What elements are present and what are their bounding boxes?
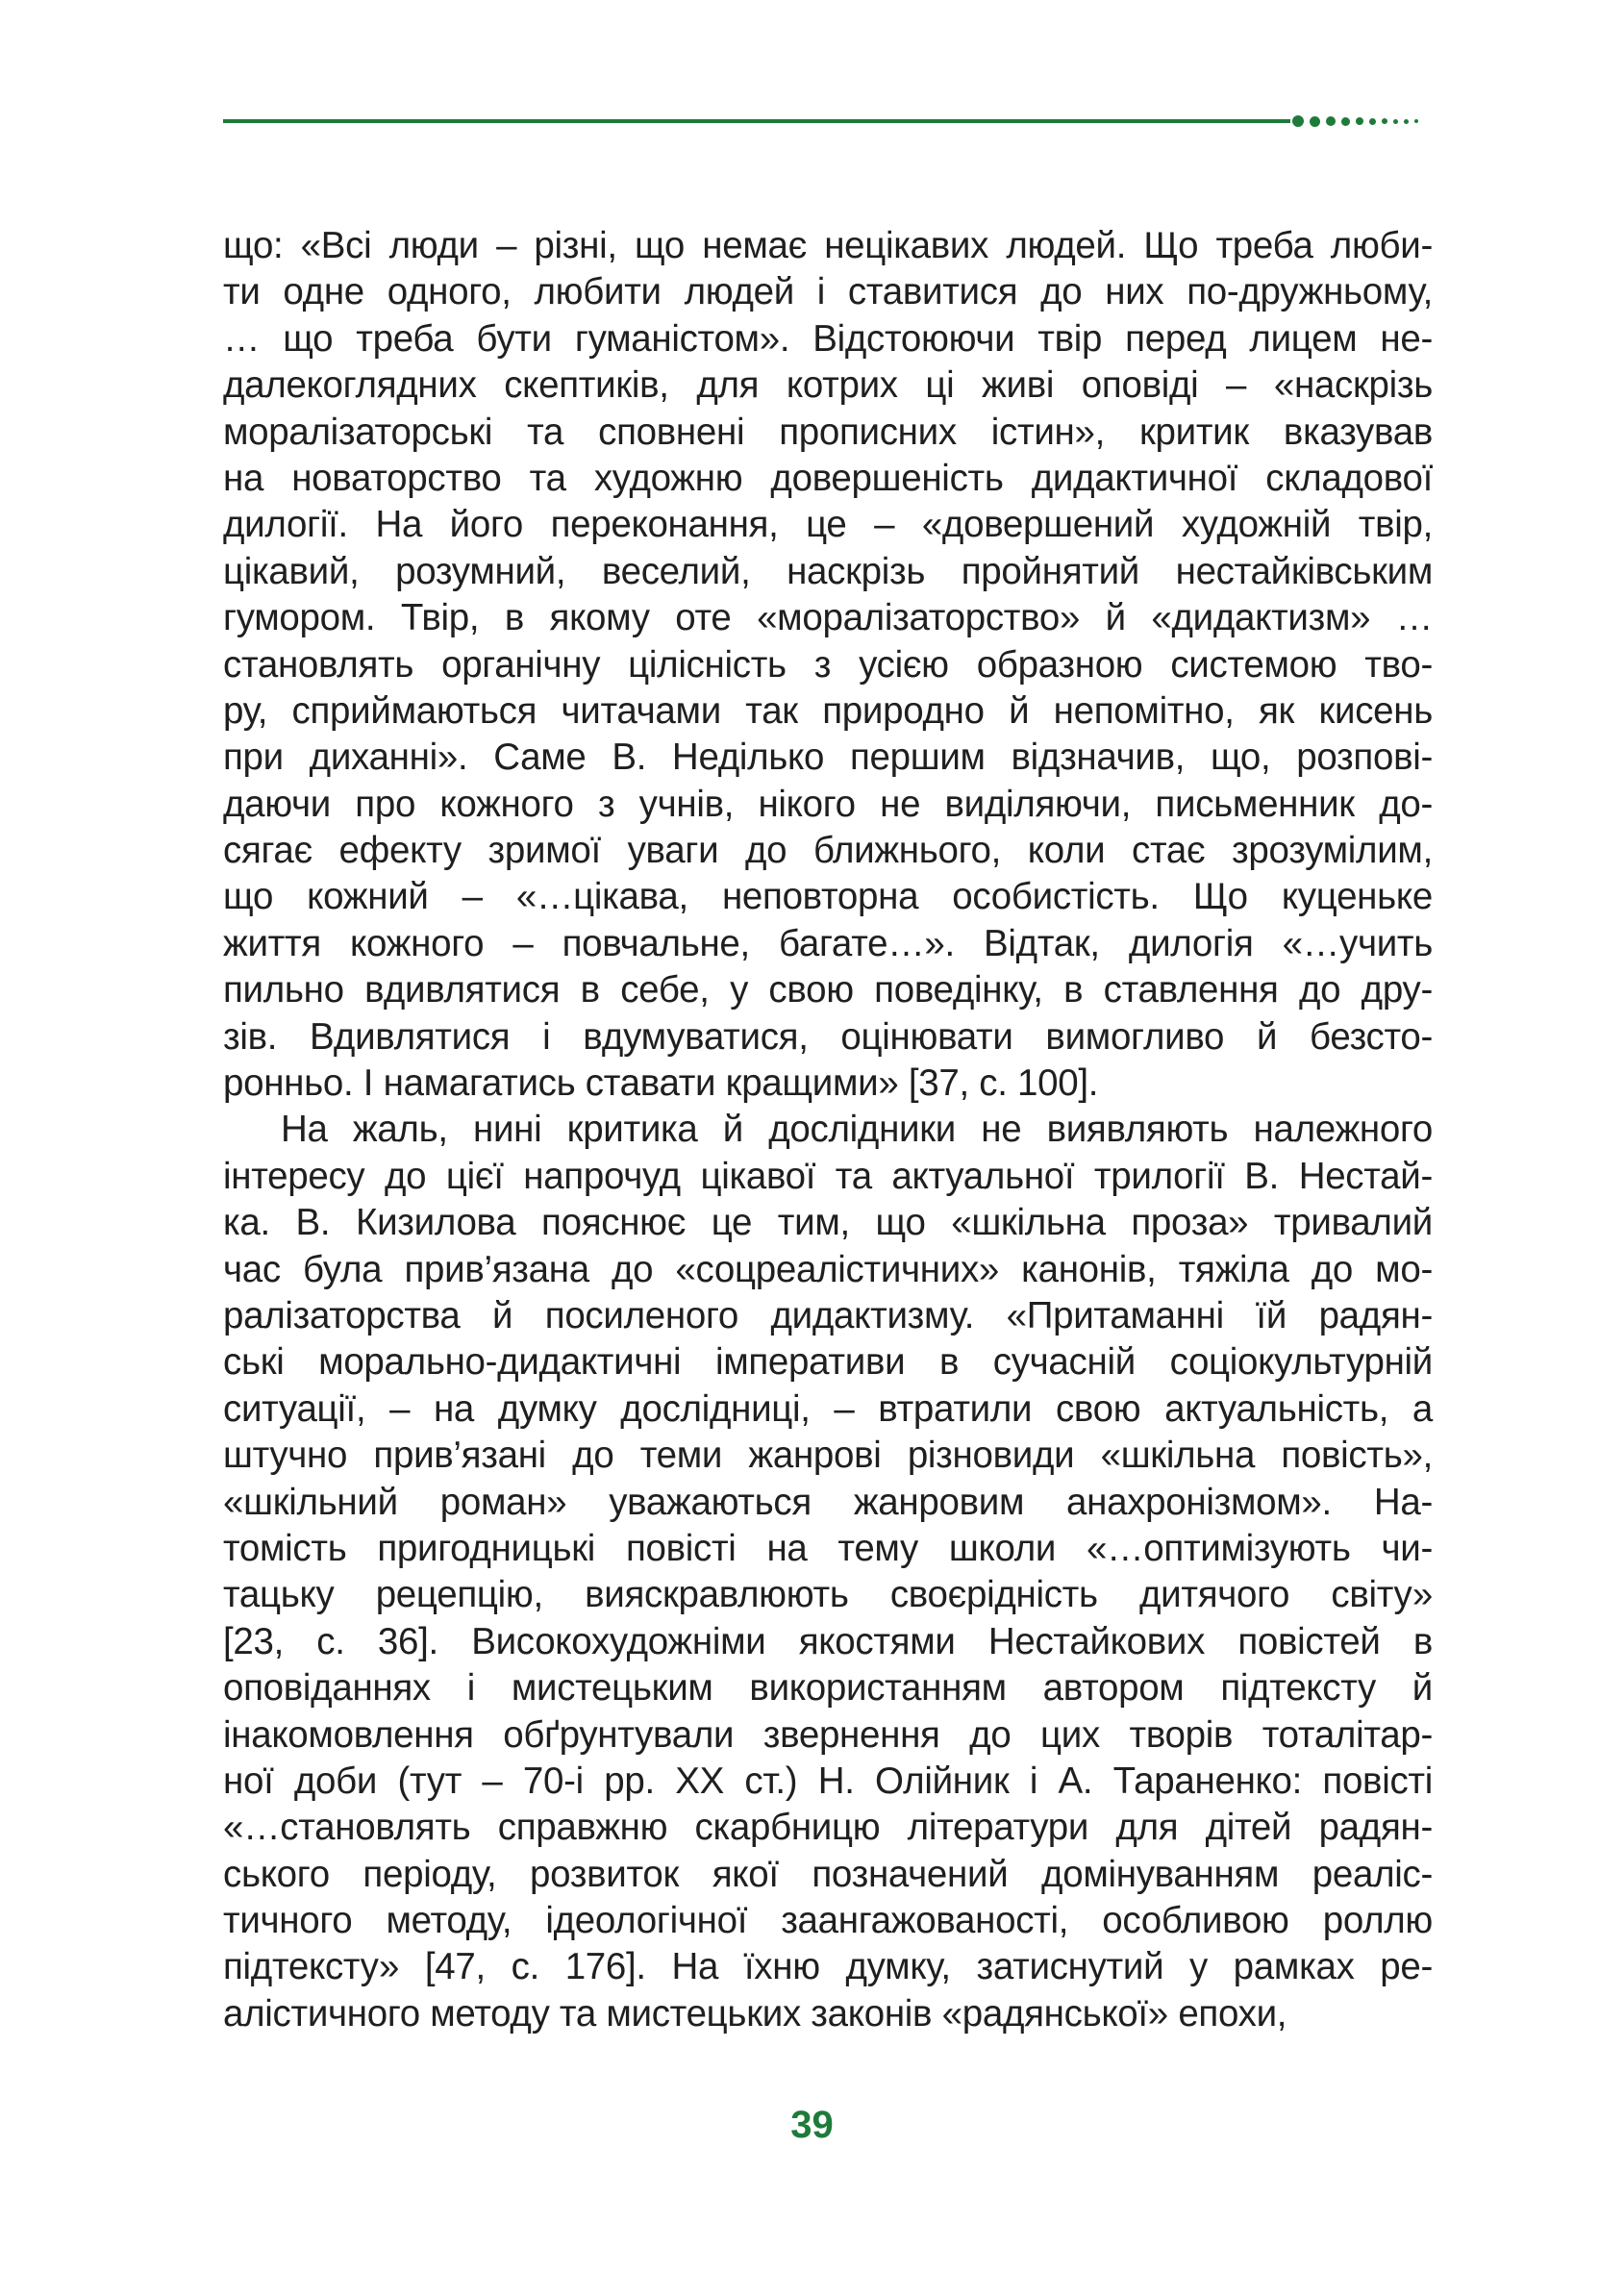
text-line: на новаторство та художню довершеність дидактичної складової: [223, 457, 1433, 499]
text-line: оповіданнях і мистецьким використанням автором підтексту й: [223, 1667, 1433, 1710]
text-line: інакомовлення обґрунтували звернення до цих творів тоталітар-: [223, 1713, 1433, 1756]
text-line: сягає ефекту зримої уваги до ближнього, коли стає зрозумілим,: [223, 830, 1433, 872]
ornament-dot: [1414, 119, 1418, 123]
text-line: далекоглядних скептиків, для котрих ці живі оповіді – «наскрізь: [223, 364, 1433, 407]
header-dots-ornament: [1292, 114, 1418, 128]
body-text: [223, 223, 1433, 2037]
text-line: ру, сприймаються читачами так природно й непомітно, як кисень: [223, 689, 1433, 732]
text-line: ського періоду, розвиток якої позначений домінуванням реаліс-: [223, 1853, 1433, 1895]
text-line: алістичного методу та мистецьких законів «радянської» епохи,: [223, 1992, 1287, 2035]
text-line: ситуації, – на думку дослідниці, – втратили свою актуальність, а: [223, 1387, 1433, 1430]
text-line: … що треба бути гуманістом». Відстоюючи твір перед лицем не-: [223, 317, 1433, 360]
ornament-dot: [1356, 117, 1363, 125]
ornament-dot: [1292, 115, 1304, 127]
text-line: ські морально-дидактичні імперативи в сучасній соціокультурній: [223, 1341, 1433, 1384]
text-line: становлять органічну цілісність з усією образною системою тво-: [223, 643, 1433, 686]
text-line: що: «Всі люди – різні, що немає нецікавих людей. Що треба люби-: [223, 225, 1433, 266]
ornament-dot: [1382, 118, 1387, 124]
text-line: ка. В. Кизилова пояснює це тим, що «шкільна проза» тривалий: [223, 1202, 1433, 1244]
text-line: ронньо. І намагатись ставати кращими» [37, с. 100].: [223, 1062, 1099, 1105]
text-line: томість пригодницькі повісті на тему школи «…оптимізують чи-: [223, 1527, 1433, 1569]
text-line: гумором. Твір, в якому оте «моралізаторство» й «дидактизм» …: [223, 597, 1433, 639]
text-line: [23, с. 36]. Високохудожніми якостями Нестайкових повістей в: [223, 1620, 1433, 1662]
text-line: даючи про кожного з учнів, нікого не виділяючи, письменник до-: [223, 783, 1433, 825]
text-line: зів. Вдивлятися і вдумуватися, оцінювати вимогливо й безсто-: [223, 1015, 1433, 1058]
text-line: ти одне одного, любити людей і ставитися до них по-дружньому,: [223, 271, 1433, 313]
text-line: ралізаторства й посиленого дидактизму. «Притаманні їй радян-: [223, 1294, 1433, 1336]
text-line: підтексту» [47, с. 176]. На їхню думку, затиснутий у рамках ре-: [223, 1946, 1433, 1988]
text-line: життя кожного – повчальне, багате…». Відтак, дилогія «…учить: [223, 922, 1433, 964]
ornament-dot: [1310, 116, 1320, 127]
text-line: пильно вдивлятися в себе, у свою поведінку, в ставлення до дру-: [223, 969, 1433, 1011]
text-line: «…становлять справжню скарбницю літератури для дітей радян-: [223, 1807, 1433, 1849]
ornament-dot: [1369, 118, 1376, 125]
text-line: «шкільний роман» уважаються жанровим анахронізмом». На-: [223, 1481, 1433, 1523]
text-line: тацьку рецепцію, вияскравлюють своєрідність дитячого світу»: [223, 1574, 1433, 1616]
ornament-dot: [1341, 117, 1350, 126]
text-line: тичного методу, ідеологічної заангажованості, особливою роллю: [223, 1900, 1433, 1942]
ornament-dot: [1404, 119, 1409, 124]
text-line: дилогії. На його переконання, це – «довершений художній твір,: [223, 504, 1433, 546]
ornament-dot: [1326, 116, 1336, 126]
text-line: штучно прив’язані до теми жанрові різновиди «шкільна повість»,: [223, 1435, 1433, 1477]
text-line: що кожний – «…цікава, неповторна особистість. Що куценьке: [223, 876, 1433, 918]
text-line: моралізаторські та сповнені прописних істин», критик вказував: [223, 411, 1433, 453]
text-line: На жаль, нині критика й дослідники не виявляють належного: [281, 1109, 1433, 1151]
text-line: ної доби (тут – 70-і рр. ХХ ст.) Н. Олійник і А. Тараненко: повісті: [223, 1760, 1433, 1802]
text-line: інтересу до цієї напрочуд цікавої та актуальної трилогії В. Нестай-: [223, 1155, 1433, 1197]
header-rule: [223, 119, 1290, 123]
text-line: цікавий, розумний, веселий, наскрізь пройнятий нестайківським: [223, 550, 1433, 592]
page-number: 39: [790, 2104, 834, 2146]
text-line: час була прив’язана до «соцреалістичних» канонів, тяжіла до мо-: [223, 1248, 1433, 1290]
text-line: при диханні». Саме В. Неділько першим відзначив, що, розпові-: [223, 737, 1433, 779]
ornament-dot: [1393, 119, 1398, 124]
